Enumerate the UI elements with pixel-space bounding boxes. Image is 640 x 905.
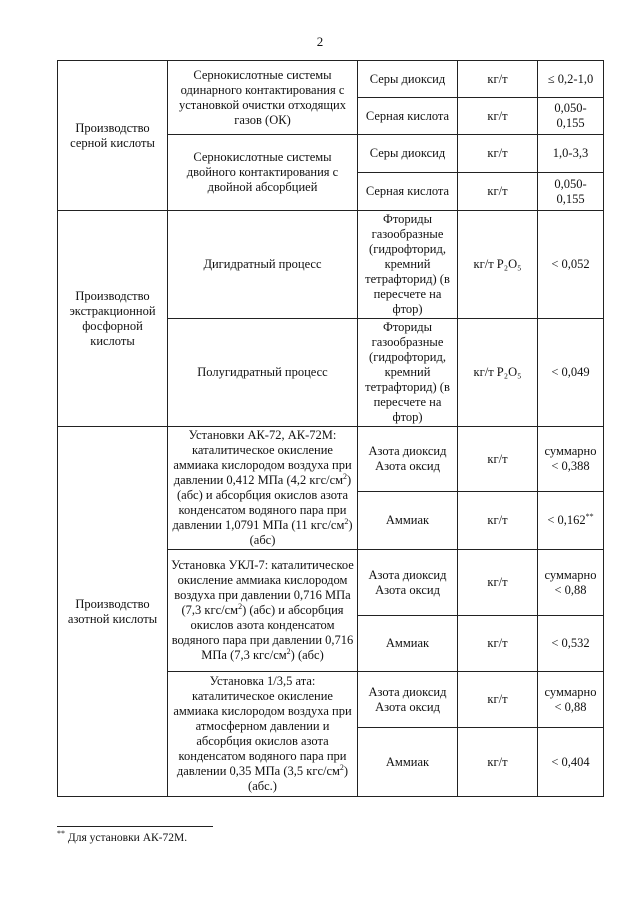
- unit-cell: кг/т: [458, 616, 538, 672]
- substance-cell: Серная кислота: [358, 98, 458, 135]
- page-number: 2: [316, 34, 324, 49]
- process-cell: Установка 1/3,5 ата: каталитическое окисление аммиака кислородом воздуха при атмосферном давлении и абсорбция окислов азота конденсатом водяного пара при давлении 0,35 МПа (3,5 кгс/$см^2$) (абс.): [168, 672, 358, 797]
- unit-cell: кг/т: [458, 173, 538, 211]
- value-cell: суммарно < 0,88: [538, 550, 604, 616]
- table-row: [58, 61, 604, 98]
- substance-cell: Аммиак: [358, 728, 458, 797]
- unit-cell: кг/т: [458, 550, 538, 616]
- unit-cell: кг/т: [458, 492, 538, 550]
- unit-cell: кг/т: [458, 98, 538, 135]
- unit-cell: кг/т: [458, 728, 538, 797]
- substance-cell: Серы диоксид: [358, 135, 458, 173]
- unit-cell: кг/т P₂O₅: [458, 211, 538, 319]
- process-cell: Дигидратный процесс: [168, 211, 358, 319]
- value-cell: < 0,052: [538, 211, 604, 319]
- unit-cell: кг/т: [458, 61, 538, 98]
- unit-cell: кг/т: [458, 672, 538, 728]
- value-cell: суммарно < 0,388: [538, 427, 604, 492]
- table-row: [58, 427, 604, 492]
- emissions-table: [57, 60, 604, 797]
- process-cell: Установка УКЛ-7: каталитическое окисление аммиака кислородом воздуха при давлении 0,716 МПа (7,3 кгс/$см^2$) (абс) и абсорбция окислов азота конденсатом водяного пара при давлении 0,716 МПа (7,3 кгс/$см^2$) (абс): [168, 550, 358, 672]
- value-cell: суммарно < 0,88: [538, 672, 604, 728]
- substance-cell: Азота диоксид Азота оксид: [358, 427, 458, 492]
- table-row: [58, 211, 604, 319]
- process-cell: Полугидратный процесс: [168, 319, 358, 427]
- footnote-mark: **: [57, 829, 65, 839]
- value-cell: 1,0-3,3: [538, 135, 604, 173]
- value-cell: ≤ 0,2-1,0: [538, 61, 604, 98]
- footnote-divider: [57, 826, 213, 827]
- industry-cell: Производство азотной кислоты: [58, 427, 168, 797]
- substance-cell: Серная кислота: [358, 173, 458, 211]
- unit-cell: кг/т: [458, 135, 538, 173]
- process-cell: Установки АК-72, АК-72М: каталитическое окисление аммиака кислородом воздуха при давлении 0,412 МПа (4,2 кгс/$см^2$) (абс) и абсорбция окислов азота конденсатом водяного пара при давлении 1,0791 МПа (11 кгс/$см^2$) (абс): [168, 427, 358, 550]
- value-cell: < 0,404: [538, 728, 604, 797]
- unit-cell: кг/т: [458, 427, 538, 492]
- footnote-mark: **: [585, 511, 594, 521]
- industry-cell: Производство экстракционной фосфорной кислоты: [58, 211, 168, 427]
- substance-cell: Фториды газообразные (гидрофторид, кремний тетрафторид) (в пересчете на фтор): [358, 319, 458, 427]
- process-cell: Сернокислотные системы двойного контактирования с двойной абсорбцией: [168, 135, 358, 211]
- value-cell: < 0,049: [538, 319, 604, 427]
- industry-cell: Производство серной кислоты: [58, 61, 168, 211]
- unit-cell: кг/т P₂O₅: [458, 319, 538, 427]
- substance-cell: Азота диоксид Азота оксид: [358, 672, 458, 728]
- value-cell: 0,050-0,155: [538, 173, 604, 211]
- substance-cell: Серы диоксид: [358, 61, 458, 98]
- value-cell: 0,050-0,155: [538, 98, 604, 135]
- value-cell: < 0,162**: [538, 492, 604, 550]
- substance-cell: Азота диоксид Азота оксид: [358, 550, 458, 616]
- process-cell: Сернокислотные системы одинарного контактирования с установкой очистки отходящих газов (ОК): [168, 61, 358, 135]
- value-cell: < 0,532: [538, 616, 604, 672]
- substance-cell: Фториды газообразные (гидрофторид, кремний тетрафторид) (в пересчете на фтор): [358, 211, 458, 319]
- footnote: ** Для установки АК-72М.: [57, 829, 188, 844]
- substance-cell: Аммиак: [358, 616, 458, 672]
- substance-cell: Аммиак: [358, 492, 458, 550]
